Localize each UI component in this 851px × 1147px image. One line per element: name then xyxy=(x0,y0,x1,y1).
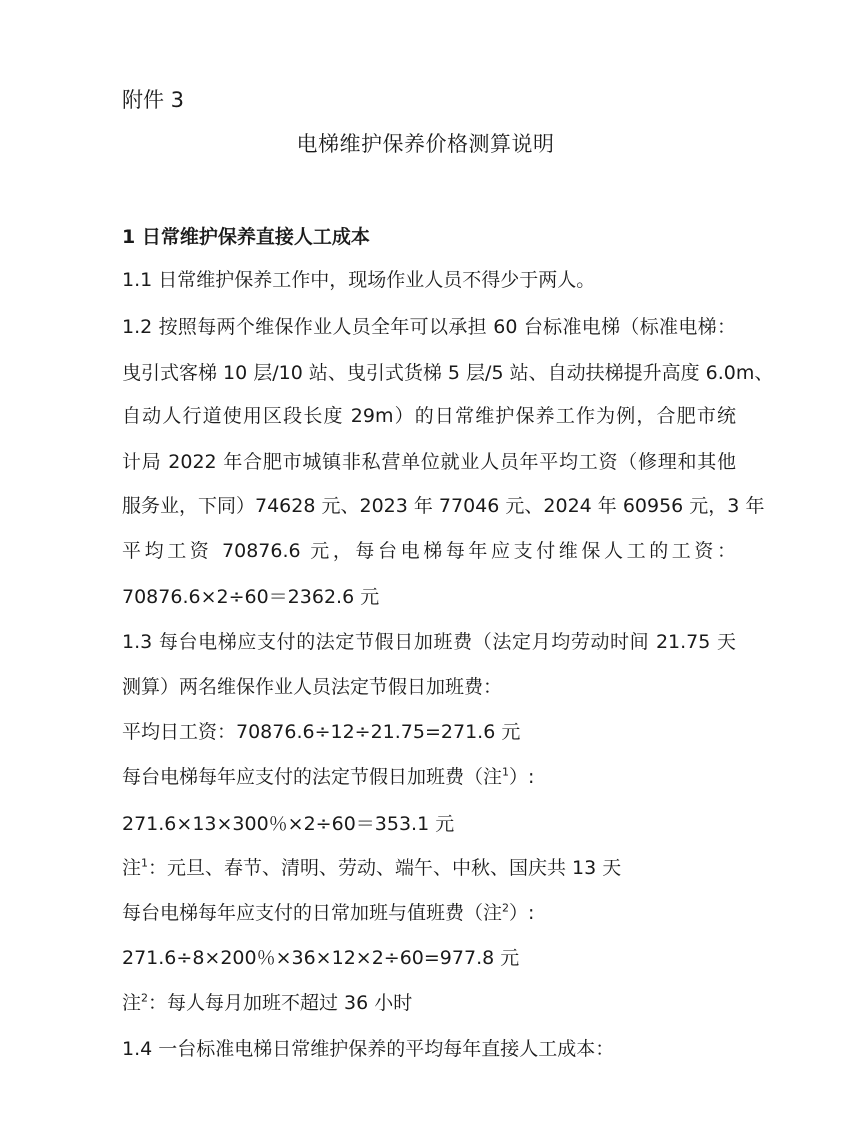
note-2-prefix: 注 xyxy=(122,992,142,1014)
formula-annual-wage: 70876.6×2÷60＝2362.6 元 xyxy=(122,586,380,608)
daily-wage-line: 平均日工资：70876.6÷12÷21.75=271.6 元 xyxy=(122,721,521,743)
note-2-text: ：每人每月加班不超过 36 小时 xyxy=(148,992,413,1014)
paragraph-1-2-line-1: 1.2 按照每两个维保作业人员全年可以承担 60 台标准电梯（标准电梯： xyxy=(122,316,736,338)
note-1-marker: 1 xyxy=(502,765,510,779)
paragraph-1-2-line-5: 服务业，下同）74628 元、2023 年 77046 元、2024 年 60956 元，3 年 xyxy=(122,495,765,517)
page-title: 电梯维护保养价格测算说明 xyxy=(296,132,555,156)
overtime-pay-label-text: 每台电梯每年应支付的日常加班与值班费（注 xyxy=(122,902,503,924)
paragraph-1-2-line-6: 平均工资 70876.6 元，每台电梯每年应支付维保人工的工资： xyxy=(122,540,736,562)
note-2-marker: 2 xyxy=(502,901,510,915)
overtime-pay-label xyxy=(122,901,534,925)
note-1 xyxy=(122,856,621,880)
note-1-superscript: 1 xyxy=(141,856,149,870)
paragraph-1-3-line-1: 1.3 每台电梯应支付的法定节假日加班费（法定月均劳动时间 21.75 天 xyxy=(122,631,736,653)
note-1-text: ：元旦、春节、清明、劳动、端午、中秋、国庆共 13 天 xyxy=(148,857,622,879)
section-heading-1: 1 日常维护保养直接人工成本 xyxy=(122,226,370,248)
note-1-prefix: 注 xyxy=(122,857,142,879)
holiday-pay-label-end: ）: xyxy=(509,766,535,788)
note-2-superscript: 2 xyxy=(141,991,149,1005)
paragraph-1-1: 1.1 日常维护保养工作中，现场作业人员不得少于两人。 xyxy=(122,269,596,291)
note-2 xyxy=(122,991,412,1015)
paragraph-1-2-line-4: 计局 2022 年合肥市城镇非私营单位就业人员年平均工资（修理和其他 xyxy=(122,451,736,473)
holiday-pay-label-text: 每台电梯每年应支付的法定节假日加班费（注 xyxy=(122,766,503,788)
annex-label: 附件 3 xyxy=(122,88,185,112)
paragraph-1-3-line-2: 测算）两名维保作业人员法定节假日加班费： xyxy=(122,676,503,698)
overtime-pay-formula: 271.6÷8×200％×36×12×2÷60=977.8 元 xyxy=(122,947,520,969)
paragraph-1-2-line-3: 自动人行道使用区段长度 29m）的日常维护保养工作为例，合肥市统 xyxy=(122,405,736,427)
holiday-pay-label xyxy=(122,765,534,789)
paragraph-1-4: 1.4 一台标准电梯日常维护保养的平均每年直接人工成本： xyxy=(122,1038,615,1060)
paragraph-1-2-line-2: 曳引式客梯 10 层/10 站、曳引式货梯 5 层/5 站、自动扶梯提升高度 6.0m、 xyxy=(122,362,774,384)
overtime-pay-label-end: ）: xyxy=(509,902,535,924)
holiday-pay-formula: 271.6×13×300％×2÷60＝353.1 元 xyxy=(122,813,455,835)
